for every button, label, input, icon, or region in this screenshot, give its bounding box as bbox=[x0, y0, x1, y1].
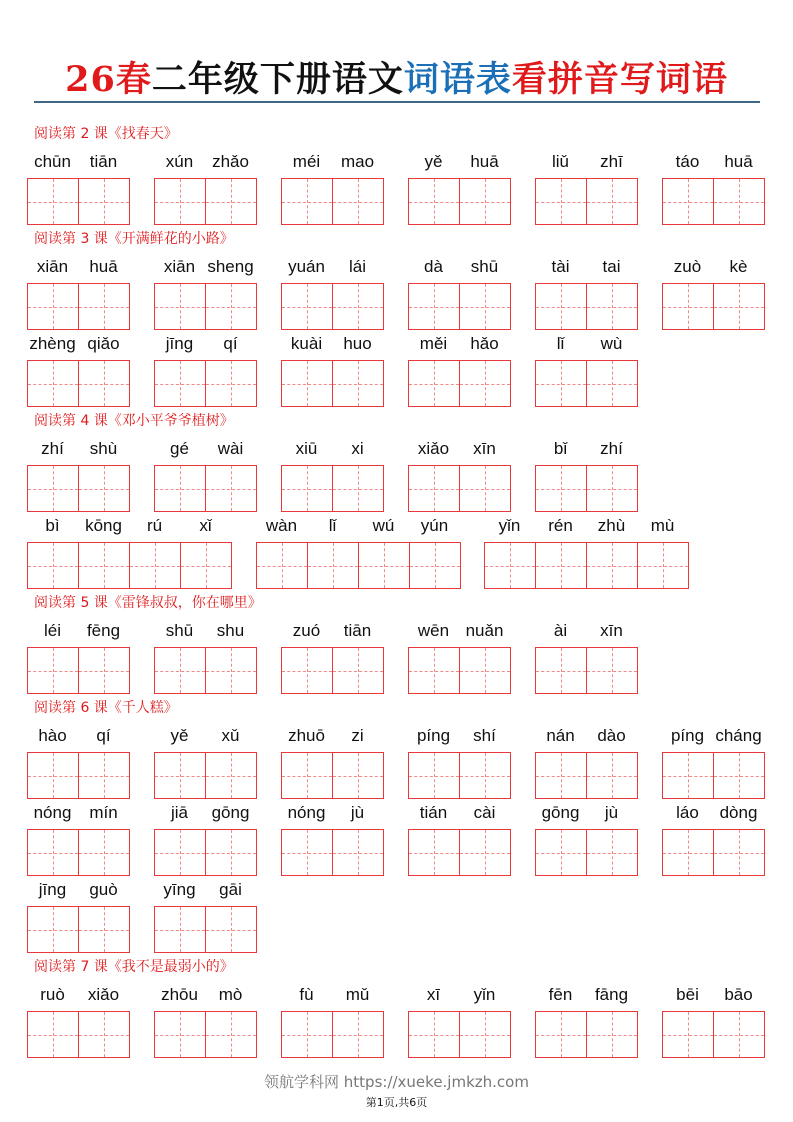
pinyin-syllable: dào bbox=[597, 726, 626, 745]
tianzige-cell bbox=[205, 1011, 257, 1058]
box-row bbox=[0, 906, 793, 953]
tianzige-cell bbox=[535, 465, 587, 512]
title-part: 看拼音写词语 bbox=[511, 59, 728, 100]
writing-grid[interactable] bbox=[154, 906, 257, 953]
pinyin-syllable: lǐ bbox=[556, 334, 565, 353]
tianzige-cell bbox=[281, 647, 333, 694]
tianzige-cell bbox=[535, 752, 587, 799]
writing-grid[interactable] bbox=[154, 752, 257, 799]
tianzige-cell bbox=[535, 178, 587, 225]
tianzige-cell bbox=[332, 829, 384, 876]
tianzige-cell bbox=[586, 1011, 638, 1058]
pinyin-syllable: jīng bbox=[165, 334, 194, 353]
tianzige-cell bbox=[205, 829, 257, 876]
pinyin-syllable: qí bbox=[96, 726, 111, 745]
writing-grid[interactable] bbox=[281, 647, 384, 694]
pinyin-syllable: bǐ bbox=[553, 439, 568, 458]
pinyin-syllable: xī bbox=[426, 985, 441, 1004]
box-row bbox=[0, 752, 793, 799]
tianzige-cell bbox=[78, 283, 130, 330]
tianzige-cell bbox=[586, 465, 638, 512]
tianzige-cell bbox=[78, 906, 130, 953]
pinyin-syllable: yǐn bbox=[473, 985, 496, 1004]
tianzige-cell bbox=[535, 829, 587, 876]
tianzige-cell bbox=[332, 283, 384, 330]
tianzige-cell bbox=[535, 283, 587, 330]
tianzige-cell bbox=[78, 752, 130, 799]
pinyin-syllable: zhōu bbox=[161, 985, 198, 1004]
tianzige-cell bbox=[586, 283, 638, 330]
tianzige-cell bbox=[281, 283, 333, 330]
writing-grid[interactable] bbox=[281, 829, 384, 876]
tianzige-cell bbox=[27, 647, 79, 694]
pinyin-syllable: xún bbox=[165, 152, 194, 171]
pinyin-syllable: yuán bbox=[288, 257, 325, 276]
pinyin-syllable: ruò bbox=[40, 985, 65, 1004]
tianzige-cell bbox=[154, 752, 206, 799]
writing-grid[interactable] bbox=[27, 465, 130, 512]
tianzige-cell bbox=[154, 829, 206, 876]
pinyin-syllable: tiān bbox=[89, 152, 118, 171]
tianzige-cell bbox=[408, 829, 460, 876]
tianzige-cell bbox=[662, 178, 714, 225]
pinyin-syllable: yě bbox=[424, 152, 443, 171]
tianzige-cell bbox=[535, 360, 587, 407]
tianzige-cell bbox=[332, 1011, 384, 1058]
tianzige-cell bbox=[484, 542, 536, 589]
tianzige-cell bbox=[281, 752, 333, 799]
writing-grid[interactable] bbox=[27, 178, 130, 225]
tianzige-cell bbox=[586, 178, 638, 225]
writing-grid[interactable] bbox=[281, 465, 384, 512]
section-heading: 阅读第 5 课《雷锋叔叔，你在哪里》 bbox=[34, 595, 262, 611]
pinyin-syllable: tiān bbox=[343, 621, 372, 640]
pinyin-syllable: huā bbox=[470, 152, 499, 171]
writing-grid[interactable] bbox=[27, 360, 130, 407]
tianzige-cell bbox=[78, 542, 130, 589]
pinyin-syllable: píng bbox=[670, 726, 705, 745]
pinyin-syllable: jù bbox=[350, 803, 365, 822]
writing-grid[interactable] bbox=[154, 283, 257, 330]
pinyin-syllable: fāng bbox=[594, 985, 629, 1004]
tianzige-cell bbox=[408, 360, 460, 407]
writing-grid[interactable] bbox=[256, 542, 461, 589]
pinyin-syllable: huā bbox=[89, 257, 118, 276]
tianzige-cell bbox=[535, 542, 587, 589]
tianzige-cell bbox=[27, 906, 79, 953]
writing-grid[interactable] bbox=[154, 178, 257, 225]
pinyin-syllable: mao bbox=[340, 152, 375, 171]
tianzige-cell bbox=[408, 647, 460, 694]
title-part: 26春 bbox=[65, 59, 152, 100]
tianzige-cell bbox=[154, 360, 206, 407]
writing-grid[interactable] bbox=[281, 283, 384, 330]
pinyin-syllable: xiān bbox=[163, 257, 196, 276]
pinyin-row bbox=[0, 148, 793, 178]
pinyin-syllable: bēi bbox=[676, 985, 699, 1004]
pinyin-syllable: zhuō bbox=[288, 726, 325, 745]
writing-grid[interactable] bbox=[154, 1011, 257, 1058]
writing-grid[interactable] bbox=[408, 829, 511, 876]
tianzige-cell bbox=[408, 1011, 460, 1058]
tianzige-cell bbox=[332, 647, 384, 694]
pinyin-syllable: zhí bbox=[600, 439, 623, 458]
pinyin-syllable: wù bbox=[600, 334, 623, 353]
pinyin-syllable: tián bbox=[419, 803, 448, 822]
page-title bbox=[0, 52, 793, 102]
pinyin-syllable: bāo bbox=[724, 985, 753, 1004]
pinyin-syllable: zhèng bbox=[29, 334, 76, 353]
pinyin-syllable: nán bbox=[546, 726, 575, 745]
tianzige-cell bbox=[154, 1011, 206, 1058]
writing-grid[interactable] bbox=[27, 906, 130, 953]
pinyin-syllable: gāi bbox=[219, 880, 242, 899]
pinyin-syllable: hào bbox=[38, 726, 67, 745]
tianzige-cell bbox=[713, 283, 765, 330]
pinyin-row bbox=[0, 253, 793, 283]
pinyin-syllable: shù bbox=[89, 439, 118, 458]
box-row bbox=[0, 542, 793, 589]
pinyin-syllable: wēn bbox=[417, 621, 450, 640]
pinyin-syllable: rú bbox=[146, 516, 163, 535]
pinyin-syllable: qiǎo bbox=[87, 334, 120, 353]
tianzige-cell bbox=[586, 752, 638, 799]
pinyin-syllable: wú bbox=[372, 516, 395, 535]
page-number: 第1页,共6页 bbox=[365, 1096, 428, 1109]
tianzige-cell bbox=[205, 360, 257, 407]
pinyin-syllable: zi bbox=[351, 726, 364, 745]
pinyin-syllable: zuò bbox=[673, 257, 702, 276]
pinyin-syllable: xīn bbox=[600, 621, 623, 640]
pinyin-syllable: xīn bbox=[473, 439, 496, 458]
pinyin-syllable: nóng bbox=[33, 803, 72, 822]
tianzige-cell bbox=[713, 829, 765, 876]
tianzige-cell bbox=[78, 178, 130, 225]
writing-grid[interactable] bbox=[281, 360, 384, 407]
tianzige-cell bbox=[713, 752, 765, 799]
writing-grid[interactable] bbox=[27, 1011, 130, 1058]
section-heading: 阅读第 6 课《千人糕》 bbox=[34, 700, 178, 716]
section-heading: 阅读第 7 课《我不是最弱小的》 bbox=[34, 959, 234, 975]
tianzige-cell bbox=[662, 283, 714, 330]
writing-grid[interactable] bbox=[154, 829, 257, 876]
tianzige-cell bbox=[256, 542, 308, 589]
tianzige-cell bbox=[713, 1011, 765, 1058]
box-row bbox=[0, 283, 793, 330]
tianzige-cell bbox=[332, 178, 384, 225]
pinyin-syllable: xǐ bbox=[199, 516, 212, 535]
tianzige-cell bbox=[459, 360, 511, 407]
tianzige-cell bbox=[281, 1011, 333, 1058]
pinyin-syllable: cháng bbox=[715, 726, 762, 745]
pinyin-syllable: yě bbox=[170, 726, 189, 745]
pinyin-syllable: xiǎo bbox=[87, 985, 120, 1004]
tianzige-cell bbox=[205, 906, 257, 953]
tianzige-cell bbox=[332, 752, 384, 799]
pinyin-syllable: xiǎo bbox=[417, 439, 450, 458]
writing-grid[interactable] bbox=[662, 178, 765, 225]
pinyin-syllable: fēn bbox=[548, 985, 573, 1004]
pinyin-row bbox=[0, 981, 793, 1011]
tianzige-cell bbox=[586, 542, 638, 589]
tianzige-cell bbox=[637, 542, 689, 589]
pinyin-syllable: qí bbox=[223, 334, 238, 353]
tianzige-cell bbox=[713, 178, 765, 225]
box-row bbox=[0, 647, 793, 694]
writing-grid[interactable] bbox=[535, 465, 638, 512]
tianzige-cell bbox=[586, 829, 638, 876]
pinyin-syllable: mò bbox=[218, 985, 243, 1004]
pinyin-syllable: fù bbox=[299, 985, 314, 1004]
pinyin-syllable: xi bbox=[351, 439, 364, 458]
tianzige-cell bbox=[662, 1011, 714, 1058]
tianzige-cell bbox=[180, 542, 232, 589]
writing-grid[interactable] bbox=[281, 1011, 384, 1058]
section-heading: 阅读第 4 课《邓小平爷爷植树》 bbox=[34, 413, 234, 429]
pinyin-syllable: jù bbox=[604, 803, 619, 822]
pinyin-syllable: mù bbox=[650, 516, 675, 535]
writing-grid[interactable] bbox=[662, 752, 765, 799]
writing-grid[interactable] bbox=[662, 283, 765, 330]
pinyin-syllable: táo bbox=[675, 152, 700, 171]
tianzige-cell bbox=[409, 542, 461, 589]
box-row bbox=[0, 360, 793, 407]
pinyin-syllable: jiā bbox=[170, 803, 188, 822]
title-divider bbox=[34, 101, 760, 103]
tianzige-cell bbox=[78, 360, 130, 407]
writing-grid[interactable] bbox=[281, 752, 384, 799]
tianzige-cell bbox=[586, 360, 638, 407]
pinyin-syllable: zhù bbox=[597, 516, 626, 535]
pinyin-syllable: yún bbox=[420, 516, 449, 535]
tianzige-cell bbox=[78, 1011, 130, 1058]
pinyin-syllable: shū bbox=[165, 621, 194, 640]
pinyin-syllable: bì bbox=[45, 516, 60, 535]
pinyin-syllable: sheng bbox=[207, 257, 254, 276]
box-row bbox=[0, 178, 793, 225]
writing-grid[interactable] bbox=[535, 283, 638, 330]
pinyin-syllable: zuó bbox=[292, 621, 321, 640]
writing-grid[interactable] bbox=[484, 542, 689, 589]
pinyin-syllable: měi bbox=[419, 334, 448, 353]
tianzige-cell bbox=[78, 647, 130, 694]
tianzige-cell bbox=[27, 465, 79, 512]
writing-grid[interactable] bbox=[408, 647, 511, 694]
tianzige-cell bbox=[205, 647, 257, 694]
pinyin-syllable: huo bbox=[343, 334, 372, 353]
pinyin-syllable: jīng bbox=[38, 880, 67, 899]
exercise-content bbox=[0, 120, 793, 1058]
pinyin-syllable: kuài bbox=[290, 334, 323, 353]
pinyin-row bbox=[0, 435, 793, 465]
tianzige-cell bbox=[281, 829, 333, 876]
tianzige-cell bbox=[586, 647, 638, 694]
writing-grid[interactable] bbox=[154, 647, 257, 694]
pinyin-syllable: chūn bbox=[34, 152, 71, 171]
pinyin-row bbox=[0, 330, 793, 360]
tianzige-cell bbox=[205, 752, 257, 799]
writing-grid[interactable] bbox=[662, 829, 765, 876]
tianzige-cell bbox=[662, 829, 714, 876]
pinyin-syllable: rén bbox=[548, 516, 573, 535]
pinyin-row bbox=[0, 617, 793, 647]
pinyin-syllable: zhī bbox=[600, 152, 623, 171]
pinyin-syllable: tài bbox=[551, 257, 570, 276]
writing-grid[interactable] bbox=[408, 1011, 511, 1058]
pinyin-row bbox=[0, 799, 793, 829]
pinyin-syllable: wàn bbox=[265, 516, 298, 535]
tianzige-cell bbox=[27, 752, 79, 799]
tianzige-cell bbox=[408, 283, 460, 330]
pinyin-syllable: gōng bbox=[211, 803, 250, 822]
tianzige-cell bbox=[205, 178, 257, 225]
tianzige-cell bbox=[662, 752, 714, 799]
pinyin-syllable: yīng bbox=[163, 880, 196, 899]
pinyin-syllable: píng bbox=[416, 726, 451, 745]
box-row bbox=[0, 1011, 793, 1058]
tianzige-cell bbox=[281, 360, 333, 407]
tianzige-cell bbox=[408, 465, 460, 512]
writing-grid[interactable] bbox=[535, 752, 638, 799]
pinyin-syllable: zhí bbox=[41, 439, 64, 458]
tianzige-cell bbox=[332, 465, 384, 512]
tianzige-cell bbox=[154, 178, 206, 225]
writing-grid[interactable] bbox=[535, 829, 638, 876]
section-heading: 阅读第 3 课《开满鲜花的小路》 bbox=[34, 231, 234, 247]
tianzige-cell bbox=[27, 1011, 79, 1058]
pinyin-row bbox=[0, 876, 793, 906]
pinyin-syllable: mǔ bbox=[345, 985, 370, 1004]
writing-grid[interactable] bbox=[535, 647, 638, 694]
pinyin-syllable: xiū bbox=[295, 439, 318, 458]
tianzige-cell bbox=[459, 752, 511, 799]
pinyin-syllable: tai bbox=[602, 257, 621, 276]
pinyin-syllable: nuǎn bbox=[465, 621, 504, 640]
box-row bbox=[0, 829, 793, 876]
title-part: 词语表 bbox=[403, 59, 512, 100]
pinyin-syllable: láo bbox=[676, 803, 699, 822]
tianzige-cell bbox=[408, 752, 460, 799]
tianzige-cell bbox=[27, 360, 79, 407]
tianzige-cell bbox=[535, 647, 587, 694]
tianzige-cell bbox=[154, 283, 206, 330]
pinyin-syllable: gé bbox=[170, 439, 189, 458]
title-part: 二年级下册语文 bbox=[151, 59, 404, 100]
pinyin-syllable: xiān bbox=[36, 257, 69, 276]
pinyin-row bbox=[0, 722, 793, 752]
pinyin-syllable: kōng bbox=[85, 516, 122, 535]
pinyin-syllable: shū bbox=[470, 257, 499, 276]
pinyin-syllable: guò bbox=[89, 880, 118, 899]
tianzige-cell bbox=[27, 283, 79, 330]
writing-grid[interactable] bbox=[281, 178, 384, 225]
tianzige-cell bbox=[154, 647, 206, 694]
pinyin-syllable: lǐ bbox=[328, 516, 337, 535]
writing-grid[interactable] bbox=[408, 752, 511, 799]
writing-grid[interactable] bbox=[535, 1011, 638, 1058]
pinyin-syllable: liǔ bbox=[551, 152, 569, 171]
tianzige-cell bbox=[27, 829, 79, 876]
pinyin-syllable: dòng bbox=[719, 803, 758, 822]
tianzige-cell bbox=[27, 542, 79, 589]
pinyin-syllable: shu bbox=[216, 621, 245, 640]
writing-grid[interactable] bbox=[27, 542, 232, 589]
pinyin-syllable: kè bbox=[729, 257, 748, 276]
section-heading: 阅读第 2 课《找春天》 bbox=[34, 126, 178, 142]
writing-grid[interactable] bbox=[27, 647, 130, 694]
tianzige-cell bbox=[535, 1011, 587, 1058]
pinyin-syllable: zhǎo bbox=[212, 152, 249, 171]
writing-grid[interactable] bbox=[535, 178, 638, 225]
writing-grid[interactable] bbox=[535, 360, 638, 407]
pinyin-syllable: xǔ bbox=[221, 726, 240, 745]
pinyin-syllable: nóng bbox=[287, 803, 326, 822]
pinyin-syllable: huā bbox=[724, 152, 753, 171]
writing-grid[interactable] bbox=[408, 283, 511, 330]
tianzige-cell bbox=[332, 360, 384, 407]
pinyin-syllable: shí bbox=[473, 726, 496, 745]
writing-grid[interactable] bbox=[154, 465, 257, 512]
tianzige-cell bbox=[408, 178, 460, 225]
tianzige-cell bbox=[307, 542, 359, 589]
writing-grid[interactable] bbox=[27, 752, 130, 799]
writing-grid[interactable] bbox=[154, 360, 257, 407]
tianzige-cell bbox=[459, 465, 511, 512]
tianzige-cell bbox=[78, 829, 130, 876]
tianzige-cell bbox=[154, 465, 206, 512]
pinyin-syllable: ài bbox=[553, 621, 568, 640]
tianzige-cell bbox=[281, 178, 333, 225]
writing-grid[interactable] bbox=[662, 1011, 765, 1058]
tianzige-cell bbox=[154, 906, 206, 953]
pinyin-row bbox=[0, 512, 793, 542]
tianzige-cell bbox=[281, 465, 333, 512]
pinyin-syllable: yǐn bbox=[498, 516, 521, 535]
tianzige-cell bbox=[459, 1011, 511, 1058]
tianzige-cell bbox=[358, 542, 410, 589]
footer-site: 领航学科网 https://xueke.jmkzh.com bbox=[264, 1073, 529, 1091]
pinyin-syllable: hǎo bbox=[470, 334, 499, 353]
pinyin-syllable: wài bbox=[217, 439, 244, 458]
writing-grid[interactable] bbox=[408, 465, 511, 512]
pinyin-syllable: fēng bbox=[86, 621, 121, 640]
pinyin-syllable: léi bbox=[43, 621, 61, 640]
tianzige-cell bbox=[459, 178, 511, 225]
tianzige-cell bbox=[129, 542, 181, 589]
writing-grid[interactable] bbox=[408, 360, 511, 407]
tianzige-cell bbox=[459, 647, 511, 694]
box-row bbox=[0, 465, 793, 512]
writing-grid[interactable] bbox=[27, 829, 130, 876]
pinyin-syllable: lái bbox=[348, 257, 366, 276]
tianzige-cell bbox=[78, 465, 130, 512]
tianzige-cell bbox=[459, 829, 511, 876]
pinyin-syllable: mín bbox=[89, 803, 118, 822]
tianzige-cell bbox=[205, 465, 257, 512]
pinyin-syllable: cài bbox=[473, 803, 496, 822]
tianzige-cell bbox=[205, 283, 257, 330]
writing-grid[interactable] bbox=[408, 178, 511, 225]
tianzige-cell bbox=[27, 178, 79, 225]
pinyin-syllable: dà bbox=[424, 257, 443, 276]
tianzige-cell bbox=[459, 283, 511, 330]
pinyin-syllable: méi bbox=[292, 152, 321, 171]
writing-grid[interactable] bbox=[27, 283, 130, 330]
pinyin-syllable: gōng bbox=[541, 803, 580, 822]
